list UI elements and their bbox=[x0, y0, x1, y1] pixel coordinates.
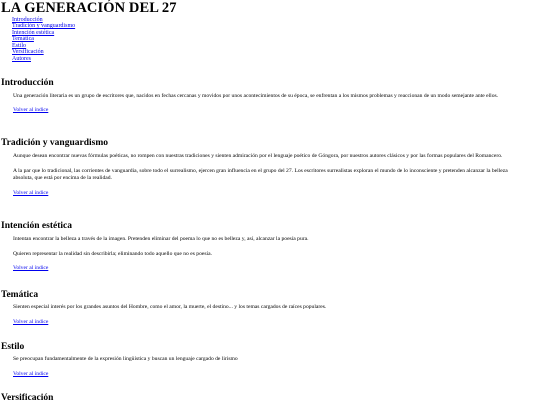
toc-link-tradicion[interactable]: Tradición y vanguardismo bbox=[12, 23, 76, 30]
section-versificacion bbox=[0, 393, 540, 404]
section-paragraph: Aunque desean encontrar nuevas fórmulas poéticas, no rompen con nuestras tradiciones y sienten admiración por el lenguaje poético de Góngora, por nuestros autores clásicos y por las formas populares del Romancero. bbox=[13, 153, 503, 159]
section-heading: Estilo bbox=[1, 342, 25, 352]
section-intencion bbox=[0, 221, 540, 273]
back-to-index-link[interactable]: Volver al índice bbox=[13, 106, 49, 113]
section-tradicion bbox=[0, 138, 540, 197]
back-to-index-link[interactable]: Volver al índice bbox=[13, 370, 49, 377]
back-to-index-link[interactable]: Volver al índice bbox=[13, 189, 49, 196]
section-heading: Versificación bbox=[1, 393, 54, 403]
section-introduccion bbox=[0, 78, 540, 114]
back-to-index-link[interactable]: Volver al índice bbox=[13, 318, 49, 325]
section-heading: Introducción bbox=[1, 78, 54, 88]
section-estilo bbox=[0, 342, 540, 378]
toc-item bbox=[12, 56, 540, 62]
section-paragraph: Se preocupan fundamentalmente de la expresión lingüística y buscan un lenguaje cargado de lirismo bbox=[13, 356, 238, 362]
section-paragraph: Sienten especial interés por los grandes asuntos del Hombre, como el amor, la muerte, el destino... y los temas cargados de raíces populares. bbox=[13, 304, 327, 310]
section-paragraph: A la par que lo tradicional, las corrientes de vanguardia, sobre todo el surrealismo, ejercen gran influencia en el grupo del 27. Los escritores surrealistas exploran el mundo de lo inconsciente y pretenden alcanzar la belleza absoluta, que está por encima de la realidad. bbox=[13, 167, 508, 181]
section-paragraph: Quieren representar la realidad sin describirla; eliminando todo aquello que no es poesía. bbox=[13, 250, 212, 257]
page-title: LA GENERACIÓN DEL 27 bbox=[1, 0, 177, 16]
toc-link-tematica[interactable]: Temática bbox=[12, 36, 34, 43]
section-paragraph: Una generación literaria es un grupo de escritores que, nacidos en fechas cercanas y movidos por unos acontecimientos de su época, se enfrentan a los mismos problemas y reaccionan de un modo semejante ante ellos. bbox=[13, 93, 499, 99]
section-heading: Temática bbox=[1, 290, 39, 300]
toc-link-estilo[interactable]: Estilo bbox=[12, 42, 27, 49]
toc-link-introduccion[interactable]: Introducción bbox=[12, 17, 43, 23]
toc-link-versificacion[interactable]: Versificación bbox=[12, 49, 44, 56]
table-of-contents bbox=[12, 17, 540, 62]
toc-link-autores[interactable]: Autores bbox=[12, 55, 31, 62]
section-tematica bbox=[0, 290, 540, 326]
section-paragraph: Intentan encontrar la belleza a través de la imagen. Pretenden eliminar del poema lo que no es belleza y, así, alcanzar la poesía pura. bbox=[13, 236, 309, 242]
section-heading: Tradición y vanguardismo bbox=[1, 138, 108, 148]
back-to-index-link[interactable]: Volver al índice bbox=[13, 265, 49, 271]
toc-link-intencion[interactable]: Intención estética bbox=[12, 29, 55, 36]
section-heading: Intención estética bbox=[1, 221, 72, 231]
